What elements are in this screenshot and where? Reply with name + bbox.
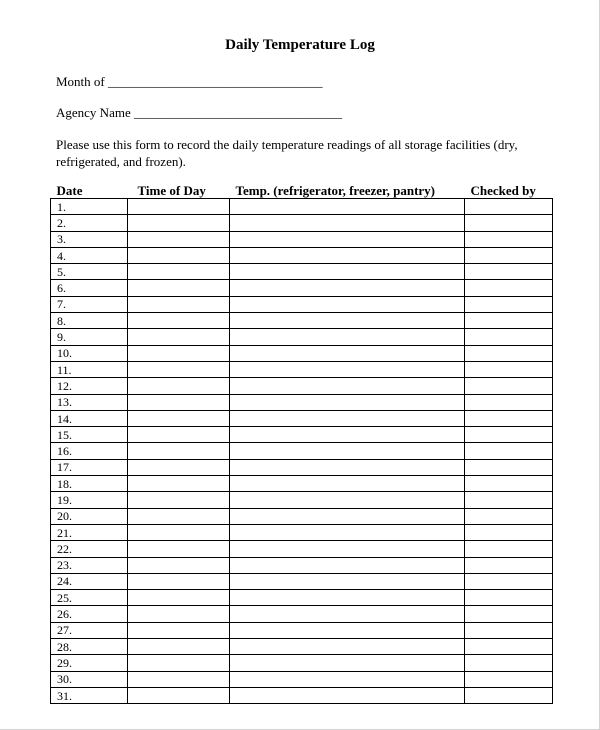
date-cell: 20. [51, 508, 128, 524]
checked-by-cell[interactable] [465, 622, 553, 638]
temp-cell[interactable] [230, 639, 465, 655]
temp-cell[interactable] [230, 524, 465, 540]
table-row [51, 231, 553, 247]
temp-cell[interactable] [230, 655, 465, 671]
time-of-day-cell[interactable] [128, 231, 230, 247]
time-of-day-cell[interactable] [128, 655, 230, 671]
month-blank: _________________________________ [108, 74, 323, 89]
checked-by-cell[interactable] [465, 639, 553, 655]
temp-cell[interactable] [230, 247, 465, 263]
checked-by-cell[interactable] [465, 687, 553, 703]
temp-cell[interactable] [230, 541, 465, 557]
table-row [51, 361, 553, 377]
checked-by-cell[interactable] [465, 492, 553, 508]
checked-by-cell[interactable] [465, 606, 553, 622]
table-row [51, 329, 553, 345]
checked-by-cell[interactable] [465, 313, 553, 329]
checked-by-cell[interactable] [465, 394, 553, 410]
table-row [51, 427, 553, 443]
checked-by-cell[interactable] [465, 557, 553, 573]
header-date: Date [56, 183, 83, 198]
table-row [51, 573, 553, 589]
time-of-day-cell[interactable] [128, 345, 230, 361]
table-row [51, 215, 553, 231]
date-cell: 23. [51, 557, 128, 573]
date-cell: 11. [51, 361, 128, 377]
checked-by-cell[interactable] [465, 378, 553, 394]
date-cell: 29. [51, 655, 128, 671]
table-row [51, 394, 553, 410]
table-row [51, 622, 553, 638]
header-checked-by: Checked by [470, 183, 536, 198]
instructions-text: Please use this form to record the daily temperature readings of all storage facilities (dry, refrigerated, and frozen). [56, 137, 518, 169]
checked-by-cell[interactable] [465, 459, 553, 475]
page-title: Daily Temperature Log [225, 37, 375, 53]
agency-label: Agency Name [56, 105, 131, 120]
date-cell: 30. [51, 671, 128, 687]
checked-by-cell[interactable] [465, 443, 553, 459]
temp-cell[interactable] [230, 671, 465, 687]
time-of-day-cell[interactable] [128, 215, 230, 231]
date-cell: 24. [51, 573, 128, 589]
temperature-log-table [50, 183, 553, 704]
table-row [51, 655, 553, 671]
temp-cell[interactable] [230, 199, 465, 215]
time-of-day-cell[interactable] [128, 671, 230, 687]
checked-by-cell[interactable] [465, 410, 553, 426]
date-cell: 2. [51, 215, 128, 231]
table-row [51, 492, 553, 508]
date-cell: 26. [51, 606, 128, 622]
date-cell: 16. [51, 443, 128, 459]
table-row [51, 590, 553, 606]
table-row [51, 296, 553, 312]
temp-cell[interactable] [230, 606, 465, 622]
date-cell: 15. [51, 427, 128, 443]
time-of-day-cell[interactable] [128, 199, 230, 215]
table-row [51, 247, 553, 263]
date-cell: 1. [51, 199, 128, 215]
table-row [51, 199, 553, 215]
table-row [51, 508, 553, 524]
checked-by-cell[interactable] [465, 508, 553, 524]
temp-cell[interactable] [230, 410, 465, 426]
checked-by-cell[interactable] [465, 427, 553, 443]
temp-cell[interactable] [230, 264, 465, 280]
checked-by-cell[interactable] [465, 655, 553, 671]
table-row [51, 443, 553, 459]
time-of-day-cell[interactable] [128, 687, 230, 703]
checked-by-cell[interactable] [465, 231, 553, 247]
temp-cell[interactable] [230, 280, 465, 296]
date-cell: 9. [51, 329, 128, 345]
time-of-day-cell[interactable] [128, 524, 230, 540]
checked-by-cell[interactable] [465, 264, 553, 280]
temp-cell[interactable] [230, 557, 465, 573]
temp-cell[interactable] [230, 215, 465, 231]
time-of-day-cell[interactable] [128, 280, 230, 296]
time-of-day-cell[interactable] [128, 590, 230, 606]
time-of-day-cell[interactable] [128, 622, 230, 638]
checked-by-cell[interactable] [465, 361, 553, 377]
table-header-row [51, 183, 553, 199]
date-cell: 5. [51, 264, 128, 280]
table-row [51, 524, 553, 540]
date-cell: 3. [51, 231, 128, 247]
temp-cell[interactable] [230, 378, 465, 394]
checked-by-cell[interactable] [465, 590, 553, 606]
temp-cell[interactable] [230, 508, 465, 524]
table-row [51, 541, 553, 557]
table-row [51, 687, 553, 703]
temp-cell[interactable] [230, 394, 465, 410]
date-cell: 7. [51, 296, 128, 312]
date-cell: 18. [51, 476, 128, 492]
temp-cell[interactable] [230, 443, 465, 459]
checked-by-cell[interactable] [465, 476, 553, 492]
time-of-day-cell[interactable] [128, 296, 230, 312]
table-row [51, 345, 553, 361]
checked-by-cell[interactable] [465, 524, 553, 540]
time-of-day-cell[interactable] [128, 427, 230, 443]
temp-cell[interactable] [230, 329, 465, 345]
table-row [51, 476, 553, 492]
month-label: Month of [56, 74, 105, 89]
agency-field [56, 105, 342, 121]
table-row [51, 606, 553, 622]
header-temp: Temp. (refrigerator, freezer, pantry) [235, 183, 436, 198]
temp-cell[interactable] [230, 296, 465, 312]
date-cell: 27. [51, 622, 128, 638]
checked-by-cell[interactable] [465, 541, 553, 557]
time-of-day-cell[interactable] [128, 264, 230, 280]
time-of-day-cell[interactable] [128, 394, 230, 410]
checked-by-cell[interactable] [465, 215, 553, 231]
date-cell: 8. [51, 313, 128, 329]
checked-by-cell[interactable] [465, 199, 553, 215]
date-cell: 19. [51, 492, 128, 508]
temp-cell[interactable] [230, 459, 465, 475]
temp-cell[interactable] [230, 231, 465, 247]
time-of-day-cell[interactable] [128, 459, 230, 475]
table-row [51, 557, 553, 573]
time-of-day-cell[interactable] [128, 378, 230, 394]
time-of-day-cell[interactable] [128, 247, 230, 263]
temp-cell[interactable] [230, 590, 465, 606]
checked-by-cell[interactable] [465, 247, 553, 263]
table-row [51, 639, 553, 655]
date-cell: 4. [51, 247, 128, 263]
date-cell: 28. [51, 639, 128, 655]
date-cell: 14. [51, 410, 128, 426]
temp-cell[interactable] [230, 492, 465, 508]
time-of-day-cell[interactable] [128, 329, 230, 345]
table-row [51, 313, 553, 329]
time-of-day-cell[interactable] [128, 410, 230, 426]
time-of-day-cell[interactable] [128, 476, 230, 492]
date-cell: 21. [51, 524, 128, 540]
date-cell: 31. [51, 687, 128, 703]
time-of-day-cell[interactable] [128, 361, 230, 377]
checked-by-cell[interactable] [465, 296, 553, 312]
time-of-day-cell[interactable] [128, 313, 230, 329]
temp-cell[interactable] [230, 361, 465, 377]
temp-cell[interactable] [230, 313, 465, 329]
temp-cell[interactable] [230, 622, 465, 638]
temp-cell[interactable] [230, 476, 465, 492]
header-time-of-day: Time of Day [137, 183, 206, 198]
checked-by-cell[interactable] [465, 329, 553, 345]
table-row [51, 280, 553, 296]
table-row [51, 378, 553, 394]
date-cell: 25. [51, 590, 128, 606]
time-of-day-cell[interactable] [128, 541, 230, 557]
table-row [51, 264, 553, 280]
table-row [51, 671, 553, 687]
time-of-day-cell[interactable] [128, 606, 230, 622]
date-cell: 13. [51, 394, 128, 410]
temp-cell[interactable] [230, 345, 465, 361]
month-field [56, 74, 323, 90]
table-row [51, 459, 553, 475]
checked-by-cell[interactable] [465, 345, 553, 361]
table-body [51, 199, 553, 704]
time-of-day-cell[interactable] [128, 573, 230, 589]
time-of-day-cell[interactable] [128, 492, 230, 508]
temp-cell[interactable] [230, 427, 465, 443]
date-cell: 17. [51, 459, 128, 475]
table-row [51, 410, 553, 426]
checked-by-cell[interactable] [465, 671, 553, 687]
time-of-day-cell[interactable] [128, 508, 230, 524]
date-cell: 10. [51, 345, 128, 361]
date-cell: 6. [51, 280, 128, 296]
date-cell: 12. [51, 378, 128, 394]
temp-cell[interactable] [230, 573, 465, 589]
agency-blank: ________________________________ [133, 105, 342, 120]
temp-cell[interactable] [230, 687, 465, 703]
time-of-day-cell[interactable] [128, 557, 230, 573]
time-of-day-cell[interactable] [128, 443, 230, 459]
checked-by-cell[interactable] [465, 573, 553, 589]
date-cell: 22. [51, 541, 128, 557]
time-of-day-cell[interactable] [128, 639, 230, 655]
checked-by-cell[interactable] [465, 280, 553, 296]
